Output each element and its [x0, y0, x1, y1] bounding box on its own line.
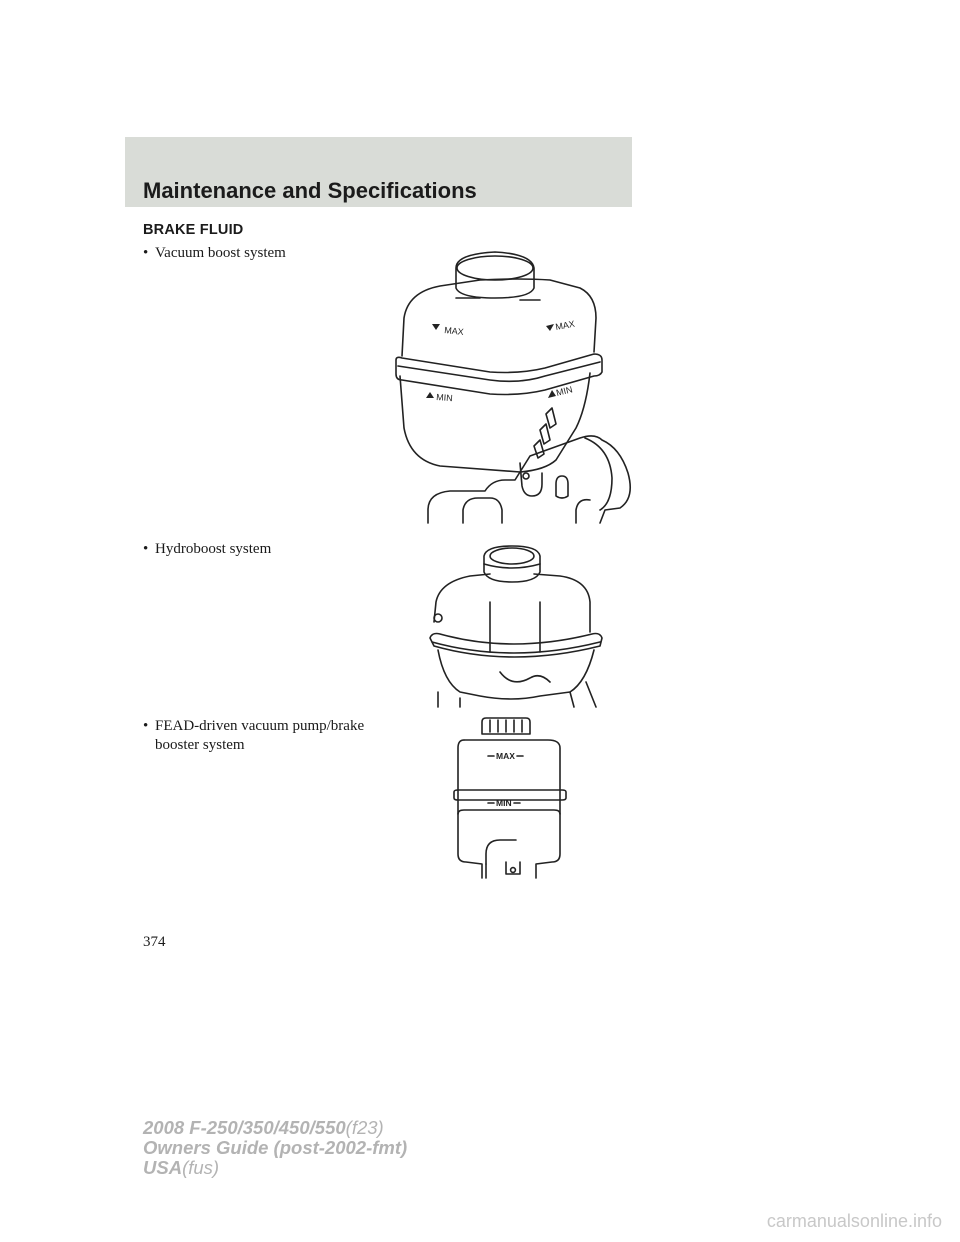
vacuum-boost-reservoir-illustration: [380, 248, 640, 528]
max-label: MAX: [496, 751, 515, 761]
footer-line-2: Owners Guide (post-2002-fmt): [143, 1137, 408, 1158]
min-label-right: MIN: [555, 384, 574, 398]
footer-market: USA: [143, 1157, 183, 1178]
bullet-text: Hydroboost system: [155, 541, 272, 557]
bullet-symbol: •: [143, 718, 149, 734]
bullet-text: Vacuum boost system: [155, 245, 286, 261]
bullet-symbol: •: [143, 541, 149, 557]
min-label: MIN: [496, 798, 512, 808]
min-label-left: MIN: [435, 392, 454, 404]
max-label-right: MAX: [554, 318, 576, 332]
bullet-text: FEAD-driven vacuum pump/brake booster system: [155, 718, 365, 753]
footer-model: 2008 F-250/350/450/550: [143, 1117, 346, 1138]
section-title: Maintenance and Specifications: [143, 178, 477, 203]
footer-line-3: [143, 1158, 407, 1178]
footer-market-code: (fus): [182, 1157, 220, 1178]
max-label-left: MAX: [443, 325, 465, 338]
fead-reservoir-illustration: [450, 714, 570, 880]
watermark: carmanualsonline.info: [766, 1211, 942, 1231]
footer-info: [143, 1118, 407, 1178]
hydroboost-reservoir-illustration: [420, 542, 610, 712]
footer-model-code: (f23): [345, 1117, 384, 1138]
page-number: 374: [143, 934, 166, 950]
footer-line-1: [143, 1118, 407, 1138]
brake-fluid-heading: BRAKE FLUID: [143, 222, 244, 238]
bullet-symbol: •: [143, 245, 149, 261]
